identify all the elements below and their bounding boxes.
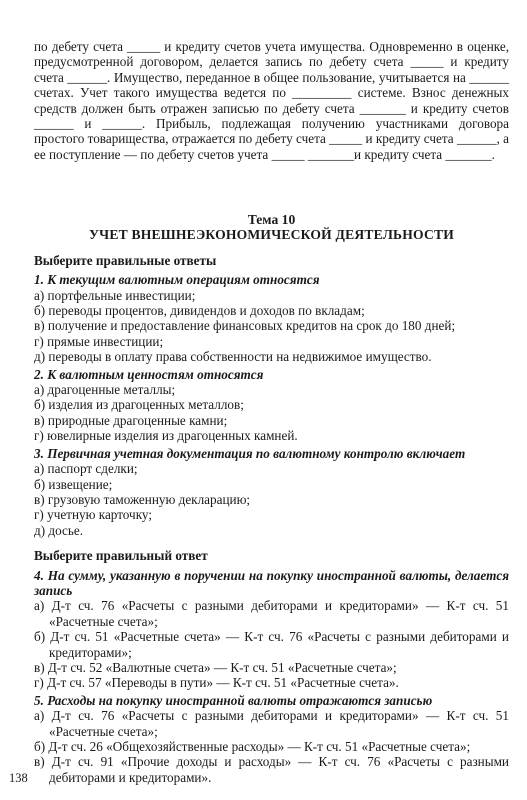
question-2 [34,367,509,444]
answer-option: б) изделия из драгоценных металлов; [34,397,244,413]
answer-option: г) учетную карточку; [34,507,152,523]
intro-paragraph [34,39,509,162]
answer-option: в) получение и предоставление финансовых кредитов на срок до 180 дней; [34,318,456,334]
question-title: 4. На сумму, указанную в поручении на покупку иностранной валюты, делается запись [34,567,509,598]
answer-option: б) переводы процентов, дивидендов и доходов по вкладам; [34,303,365,319]
question-title: 3. Первичная учетная документация по валютному контролю включает [34,445,466,461]
answer-option: а) паспорт сделки; [34,461,138,477]
answer-option: б) Д-т сч. 51 «Расчетные счета» — К-т сч. 76 «Расчеты с разными дебиторами и кредиторами»; [34,629,509,660]
answer-option: г) ювелирные изделия из драгоценных камней. [34,428,298,444]
answer-option: а) Д-т сч. 76 «Расчеты с разными дебиторами и кредиторами» — К-т сч. 51 «Расчетные счета»; [34,708,509,739]
answer-option: а) Д-т сч. 76 «Расчеты с разными дебиторами и кредиторами» — К-т сч. 51 «Расчетные счета»; [34,598,509,629]
answer-option: д) переводы в оплату права собственности на недвижимое имущество. [34,349,432,365]
question-title: 2. К валютным ценностям относятся [34,366,264,382]
question-3 [34,446,509,538]
answer-option: д) досье. [34,522,84,538]
question-5 [34,693,509,785]
answer-option: в) Д-т сч. 91 «Прочие доходы и расходы» — К-т сч. 76 «Расчеты с разными дебиторами и кредиторами». [34,754,509,785]
answer-option: б) извещение; [34,476,113,492]
answer-option: а) драгоценные металлы; [34,382,176,398]
answer-option: а) портфельные инвестиции; [34,287,196,303]
topic-number: Тема 10 [247,212,296,227]
question-1 [34,272,509,364]
answer-option: в) Д-т сч. 52 «Валютные счета» — К-т сч. 51 «Расчетные счета»; [34,659,397,675]
intro-text: по дебету счета _____ и кредиту счетов учета имущества. Одновременно в оценке, предусмотренной договором, делается запись по дебету счета _____ и кредиту счета ______. Имущество, переданное в общее пользование, учитывается на ______ счетах. Учет такого имущества ведется по _________ системе. Взнос денежных средств должен быть отражен записью по дебету счета _______ и кредиту счетов ______ и ______. Прибыль, подлежащая получению участниками договора простого товарищества, отражается по дебету счета _____ и кредиту счета ______, а ее поступление — по дебету счетов учета _____ _______и кредиту счета _______. [34,39,509,162]
question-title: 5. Расходы на покупку иностранной валюты отражаются записью [34,692,433,708]
section-heading: Выберите правильные ответы [34,252,217,268]
page-number: 138 [9,771,28,785]
section-heading: Выберите правильный ответ [34,548,208,564]
answer-option: г) прямые инвестиции; [34,333,164,349]
topic-title: УЧЕТ ВНЕШНЕЭКОНОМИЧЕСКОЙ ДЕЯТЕЛЬНОСТИ [88,227,455,243]
topic-section [34,212,509,785]
answer-option: б) Д-т сч. 26 «Общехозяйственные расходы» — К-т сч. 51 «Расчетные счета»; [34,739,471,754]
question-4 [34,568,509,691]
answer-option: в) природные драгоценные камни; [34,412,228,428]
answer-option: г) Д-т сч. 57 «Переводы в пути» — К-т сч. 51 «Расчетные счета». [34,675,399,691]
question-title: 1. К текущим валютным операциям относятся [34,272,320,288]
answer-option: в) грузовую таможенную декларацию; [34,491,251,507]
